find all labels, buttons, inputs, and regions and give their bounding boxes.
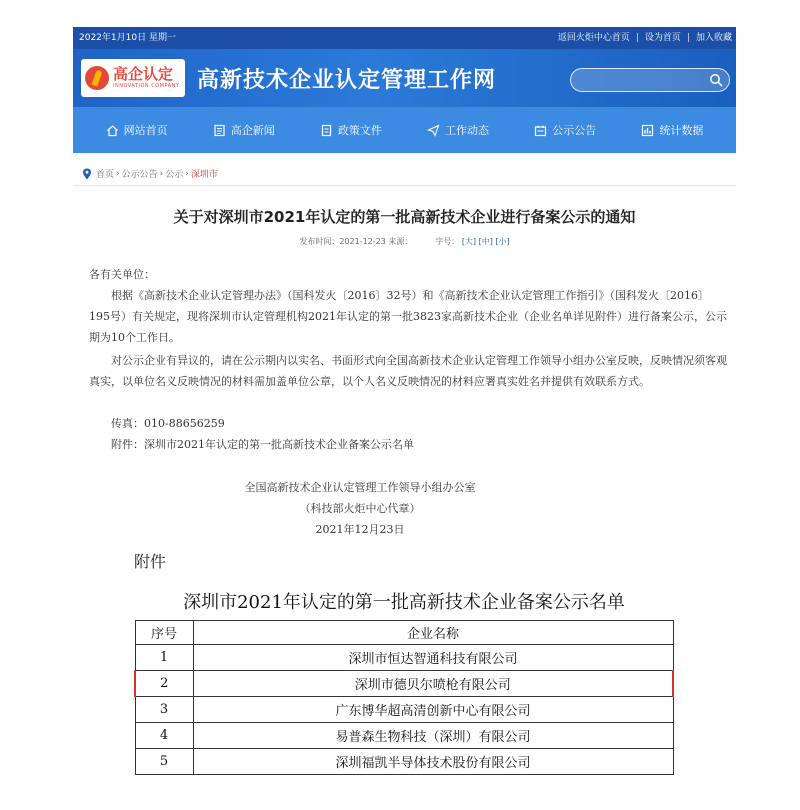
torch-logo-icon: [85, 66, 109, 90]
attachment-heading: 附件: [134, 552, 167, 571]
row-number: 1: [135, 645, 193, 671]
table-row-highlighted: [135, 671, 673, 697]
font-size-large-link[interactable]: [大]: [461, 237, 477, 246]
nav-item-news[interactable]: [213, 122, 275, 138]
company-name: 深圳市德贝尔喷枪有限公司: [193, 671, 673, 697]
site-header: [73, 27, 736, 153]
table-header-row: [135, 621, 673, 645]
chart-icon: [641, 124, 654, 137]
nav-item-label: 网站首页: [123, 124, 168, 137]
banner: [73, 49, 736, 107]
breadcrumb-separator: ›: [159, 168, 164, 179]
company-name: 广东博华超高清创新中心有限公司: [193, 697, 673, 723]
separator: |: [635, 33, 639, 43]
salutation: 各有关单位：: [89, 268, 155, 281]
breadcrumb-separator: ›: [185, 168, 189, 179]
column-header-name: 企业名称: [193, 621, 673, 645]
row-number: 2: [135, 671, 193, 697]
nav-item-label: 公示公告: [552, 124, 597, 137]
article-meta: [73, 236, 736, 247]
fax-number: 传真：010-88656259: [111, 417, 225, 430]
divider: [73, 185, 736, 186]
breadcrumb-notices[interactable]: 公示: [165, 170, 184, 180]
row-number: 3: [135, 697, 193, 723]
signature-date: 2021年12月23日: [315, 523, 405, 536]
signature-org: 全国高新技术企业认定管理工作领导小组办公室: [244, 481, 476, 494]
row-number: 4: [135, 723, 193, 749]
table-row: [135, 749, 673, 775]
signature-proxy: （科技部火炬中心代章）: [299, 502, 421, 515]
breadcrumb-separator: ›: [116, 168, 120, 179]
list-title: 深圳市2021年认定的第一批高新技术企业备案公示名单: [183, 592, 625, 613]
search-input[interactable]: [581, 72, 701, 88]
font-size-label: 字号：: [435, 237, 460, 246]
table-row: [135, 697, 673, 723]
publish-info: 发布时间：2021-12-23 来源：: [299, 237, 413, 246]
site-title: 高新技术企业认定管理工作网: [197, 67, 497, 93]
company-table: [134, 620, 674, 775]
article-title: 关于对深圳市2021年认定的第一批高新技术企业进行备案公示的通知: [173, 208, 636, 226]
top-links: [558, 27, 732, 49]
home-icon: [106, 124, 119, 137]
news-icon: [213, 124, 226, 137]
font-size-medium-link[interactable]: [中]: [478, 237, 493, 246]
main-nav: [73, 107, 736, 153]
link-add-favorite[interactable]: 加入收藏: [695, 33, 732, 43]
table-row: [135, 645, 673, 671]
search-icon[interactable]: [709, 73, 723, 87]
announcement-icon: [534, 124, 547, 137]
nav-item-work-updates[interactable]: [427, 122, 489, 138]
logo-text-cn: 高企认定: [113, 65, 174, 83]
nav-item-announcements[interactable]: [534, 122, 596, 138]
logo-text-en: INNOVATION COMPANY: [113, 83, 180, 89]
nav-item-label: 高企新闻: [230, 124, 275, 137]
table-row: [135, 723, 673, 749]
nav-item-policy[interactable]: [320, 122, 382, 138]
nav-item-label: 统计数据: [659, 124, 704, 137]
nav-item-label: 政策文件: [337, 124, 382, 137]
column-header-no: 序号: [135, 621, 193, 645]
nav-item-home[interactable]: [106, 122, 168, 138]
breadcrumb-shenzhen[interactable]: 深圳市: [190, 170, 218, 180]
link-set-homepage[interactable]: 设为首页: [644, 33, 681, 43]
separator: |: [686, 33, 690, 43]
link-torch-home[interactable]: 返回火炬中心首页: [557, 33, 630, 43]
nav-item-label: 工作动态: [445, 124, 490, 137]
paragraph-objection: 对公示企业有异议的，请在公示期内以实名、书面形式向全国高新技术企业认定管理工作领导小组办公室反映，反映情况须客观真实，以单位名义反映情况的材料需加盖单位公章，以个人名义反映情况的材料应署真实姓名并提供有效联系方式。: [89, 354, 727, 388]
paragraph-basis: 根据《高新技术企业认定管理办法》（国科发火〔2016〕32号）和《高新技术企业认定管理工作指引》（国科发火〔2016〕195号）有关规定，现将深圳市认定管理机构2021年认定的第一批3823家高新技术企业（企业名单详见附件）进行备案公示，公示期为10个工作日。: [89, 289, 727, 344]
location-pin-icon: [82, 168, 92, 180]
breadcrumb-announcements[interactable]: 公示公告: [121, 170, 158, 180]
font-size-small-link[interactable]: [小]: [495, 237, 510, 246]
breadcrumb: [82, 167, 218, 180]
attachment-line: 附件：深圳市2021年认定的第一批高新技术企业备案公示名单: [111, 438, 414, 451]
row-number: 5: [135, 749, 193, 775]
current-date: 2022年1月10日 星期一: [79, 33, 176, 43]
company-name: 深圳福凯半导体技术股份有限公司: [193, 749, 673, 775]
site-logo[interactable]: [81, 59, 185, 97]
company-name: 深圳市恒达智通科技有限公司: [193, 645, 673, 671]
breadcrumb-home[interactable]: 首页: [96, 170, 115, 180]
top-bar: [73, 27, 736, 49]
send-icon: [427, 124, 440, 137]
document-icon: [320, 124, 333, 137]
company-name: 易普森生物科技（深圳）有限公司: [193, 723, 673, 749]
search-box: [570, 68, 730, 92]
nav-item-statistics[interactable]: [641, 122, 703, 138]
